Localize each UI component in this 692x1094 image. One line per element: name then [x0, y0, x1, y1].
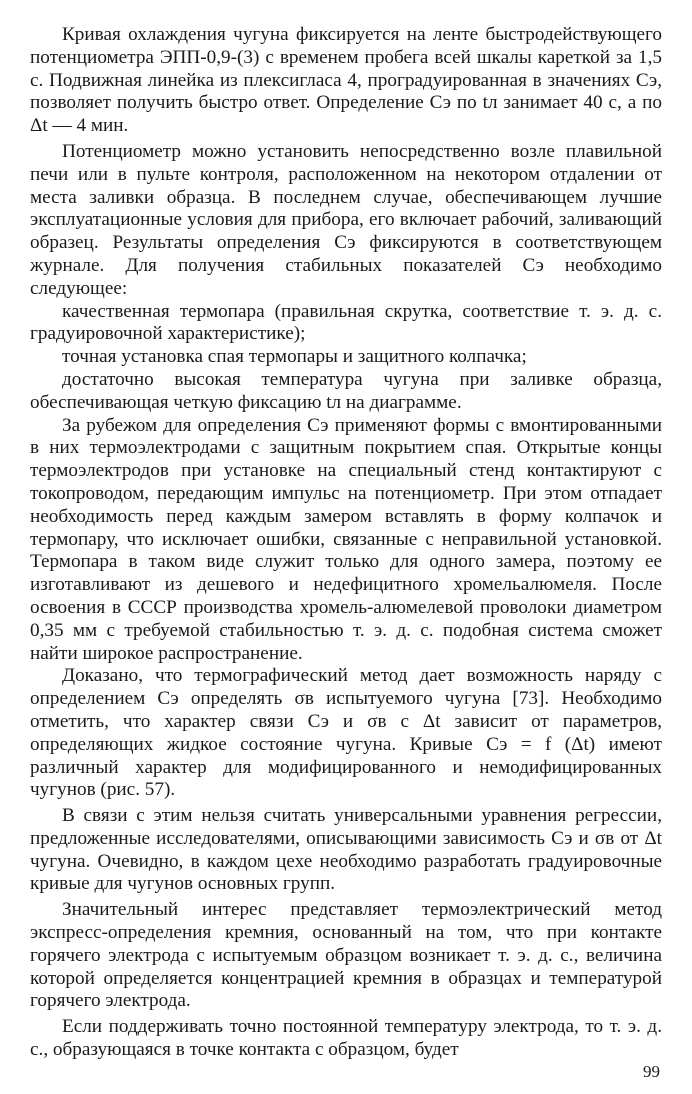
page-body [30, 24, 662, 1062]
paragraph-3: За рубежом для определения Сэ применяют формы с вмонтированными в них термоэлектродами с защитным покрытием спая. Открытые концы термоэлектродов при установке на специальный стенд контактируют с токопроводом, передающим импульс на потенциометр. При этом отпадает необходимость перед каждым замером вставлять в форму колпачок и термопару, что исключает ошибки, связанные с неправильной установкой. Термопара в таком виде служит только для одного замера, поэтому ее изготавливают из дешевого и недефицитного хромельалюмеля. После освоения в СССР производства хромель-алюмелевой проволоки диаметром 0,35 мм с требуемой стабильностью т. э. д. с. подобная система сможет найти широкое распространение. [30, 414, 662, 664]
list-item-3: достаточно высокая температура чугуна при заливке образца, обеспечивающая четкую фиксацию tл на диаграмме. [30, 368, 662, 413]
paragraph-2: Потенциометр можно установить непосредственно возле плавильной печи или в пульте контроля, расположенном на некотором отдалении от места заливки образца. В последнем случае, обеспечивающем лучшие эксплуатационные условия для прибора, его включает рабочий, заливающий образец. Результаты определения Сэ фиксируются в соответствующем журнале. Для получения стабильных показателей Сэ необходимо следующее: [30, 140, 662, 299]
paragraph-4: Доказано, что термографический метод дает возможность наряду с определением Сэ определять σв испытуемого чугуна [73]. Необходимо отметить, что характер связи Сэ и σв с Δt зависит от параметров, определяющих жидкое состояние чугуна. Кривые Сэ = f (Δt) имеют различный характер для модифицированного и немодифицированных чугунов (рис. 57). [30, 665, 662, 801]
list-item-2: точная установка спая термопары и защитного колпачка; [62, 346, 527, 368]
list-item-1: качественная термопара (правильная скрутка, соответствие т. э. д. с. градуировочной характеристике); [30, 300, 662, 345]
paragraph-5: В связи с этим нельзя считать универсальными уравнения регрессии, предложенные исследователями, описывающими зависимость Сэ и σв от Δt чугуна. Очевидно, в каждом цехе необходимо разработать градуировочные кривые для чугунов основных групп. [30, 805, 662, 895]
page-number: 99 [643, 1062, 660, 1081]
paragraph-7: Если поддерживать точно постоянной температуру электрода, то т. э. д. с., образующаяся в точке контакта с образцом, будет [30, 1016, 662, 1061]
paragraph-6: Значительный интерес представляет термоэлектрический метод экспресс-определения кремния, основанный на том, что при контакте горячего электрода с испытуемым образцом возникает т. э. д. с., величина которой определяется концентрацией кремния в образцах и температурой горячего электрода. [30, 899, 662, 1012]
paragraph-1: Кривая охлаждения чугуна фиксируется на ленте быстродействующего потенциометра ЭПП-0,9-(3) с временем пробега всей шкалы кареткой за 1,5 с. Подвижная линейка из плексигласа 4, проградуированная в значениях Сэ, позволяет получить быстро ответ. Определение Сэ по tл занимает 40 с, а по Δt — 4 мин. [30, 24, 662, 137]
